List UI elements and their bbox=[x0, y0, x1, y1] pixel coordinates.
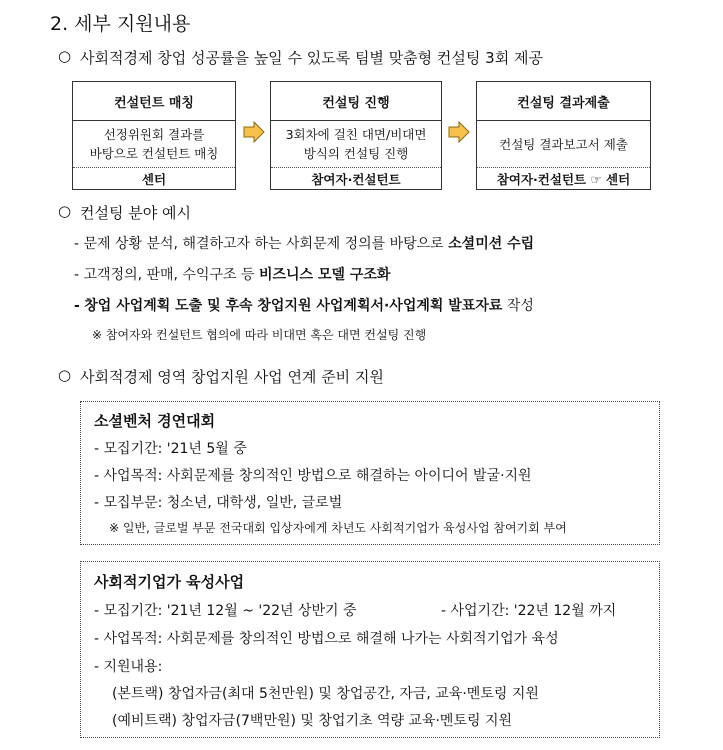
list-item-bold: 소셜미션 수립 bbox=[448, 236, 535, 252]
list-item-text: 작성 bbox=[502, 298, 534, 314]
box-line: - 모집부문: 청소년, 대학생, 일반, 글로벌 bbox=[94, 495, 343, 511]
dash: - bbox=[74, 298, 80, 314]
flow-box-body bbox=[477, 121, 650, 167]
flow-box-footer: 참여자·컨설턴트 ☞ 센터 bbox=[477, 167, 650, 189]
bullet-circle: ○ bbox=[58, 47, 72, 65]
box-line: - 사업목적: 사회문제를 창의적인 방법으로 해결해 나가는 사회적기업가 육성 bbox=[94, 631, 559, 647]
page-title: 2. 세부 지원내용 bbox=[50, 13, 191, 35]
list-item bbox=[74, 233, 534, 253]
flow-box-body-line: 컨설팅 결과보고서 제출 bbox=[499, 136, 628, 152]
box-note: ※ 일반, 글로벌 부문 전국대회 입상자에게 차년도 사회적기업가 육성사업 참여기회 부여 bbox=[109, 521, 567, 535]
list-item-bold: 창업 사업계획 도출 및 후속 창업지원 사업계획서·사업계획 발표자료 bbox=[84, 298, 503, 314]
box-title: 사회적기업가 육성사업 bbox=[94, 573, 245, 591]
dash: - bbox=[74, 267, 80, 283]
flow-box-matching bbox=[72, 81, 236, 190]
flow-box-body-line: 선정위원회 결과를 bbox=[103, 127, 205, 142]
list-item-text: 고객정의, 판매, 수익구조 등 bbox=[83, 267, 259, 283]
arrow-right-icon bbox=[448, 121, 470, 143]
flow-box-body bbox=[271, 121, 441, 167]
flow-box-header: 컨설팅 진행 bbox=[271, 82, 441, 121]
list-item bbox=[74, 295, 534, 315]
flow-box-footer: 참여자·컨설턴트 bbox=[271, 167, 441, 189]
flow-box-header: 컨설팅 결과제출 bbox=[477, 82, 650, 121]
section3-text: 사회적경제 영역 창업지원 사업 연계 준비 지원 bbox=[80, 368, 384, 386]
box-subline: (예비트랙) 창업자금(7백만원) 및 창업기초 역량 교육·멘토링 지원 bbox=[112, 713, 513, 729]
flow-box-body bbox=[73, 121, 235, 167]
box-line: - 지원내용: bbox=[94, 659, 163, 675]
list-item-bold: 비즈니스 모델 구조화 bbox=[258, 267, 391, 283]
social-entrepreneur-box bbox=[80, 561, 660, 738]
flow-box-body-line: 바탕으로 컨설턴트 매칭 bbox=[89, 146, 219, 161]
note: ※ 참여자와 컨설턴트 협의에 따라 비대면 혹은 대면 컨설팅 진행 bbox=[92, 328, 427, 342]
box-line: - 사업목적: 사회문제를 창의적인 방법으로 해결하는 아이디어 발굴·지원 bbox=[94, 468, 532, 484]
box-title: 소셜벤처 경연대회 bbox=[94, 412, 216, 430]
bullet-circle: ○ bbox=[58, 202, 72, 220]
box-line: - 모집기간: '21년 5월 중 bbox=[94, 441, 247, 457]
social-venture-box bbox=[80, 401, 660, 545]
flow-box-result bbox=[476, 81, 651, 190]
box-subline: (본트랙) 창업자금(최대 5천만원) 및 창업공간, 자금, 교육·멘토링 지원 bbox=[112, 686, 539, 702]
bullet-circle: ○ bbox=[58, 366, 72, 384]
list-item bbox=[74, 264, 390, 284]
flow-box-body-line: 방식의 컨설팅 진행 bbox=[303, 146, 409, 161]
flow-box-header: 컨설턴트 매칭 bbox=[73, 82, 235, 121]
box-line: - 사업기간: '22년 12월 까지 bbox=[441, 603, 617, 619]
dash: - bbox=[74, 236, 80, 252]
flow-box-footer: 센터 bbox=[73, 167, 235, 189]
list-item-text: 문제 상황 분석, 해결하고자 하는 사회문제 정의를 바탕으로 bbox=[83, 236, 449, 252]
box-line: - 모집기간: '21년 12월 ~ '22년 상반기 중 bbox=[94, 603, 357, 619]
arrow-right-icon bbox=[243, 121, 265, 143]
flow-box-body-line: 3회차에 걸친 대면/비대면 bbox=[285, 127, 427, 142]
section1-text: 사회적경제 창업 성공률을 높일 수 있도록 팀별 맞춤형 컨설팅 3회 제공 bbox=[80, 49, 543, 67]
section2-text: 컨설팅 분야 예시 bbox=[80, 204, 191, 222]
flow-box-consulting bbox=[270, 81, 442, 190]
